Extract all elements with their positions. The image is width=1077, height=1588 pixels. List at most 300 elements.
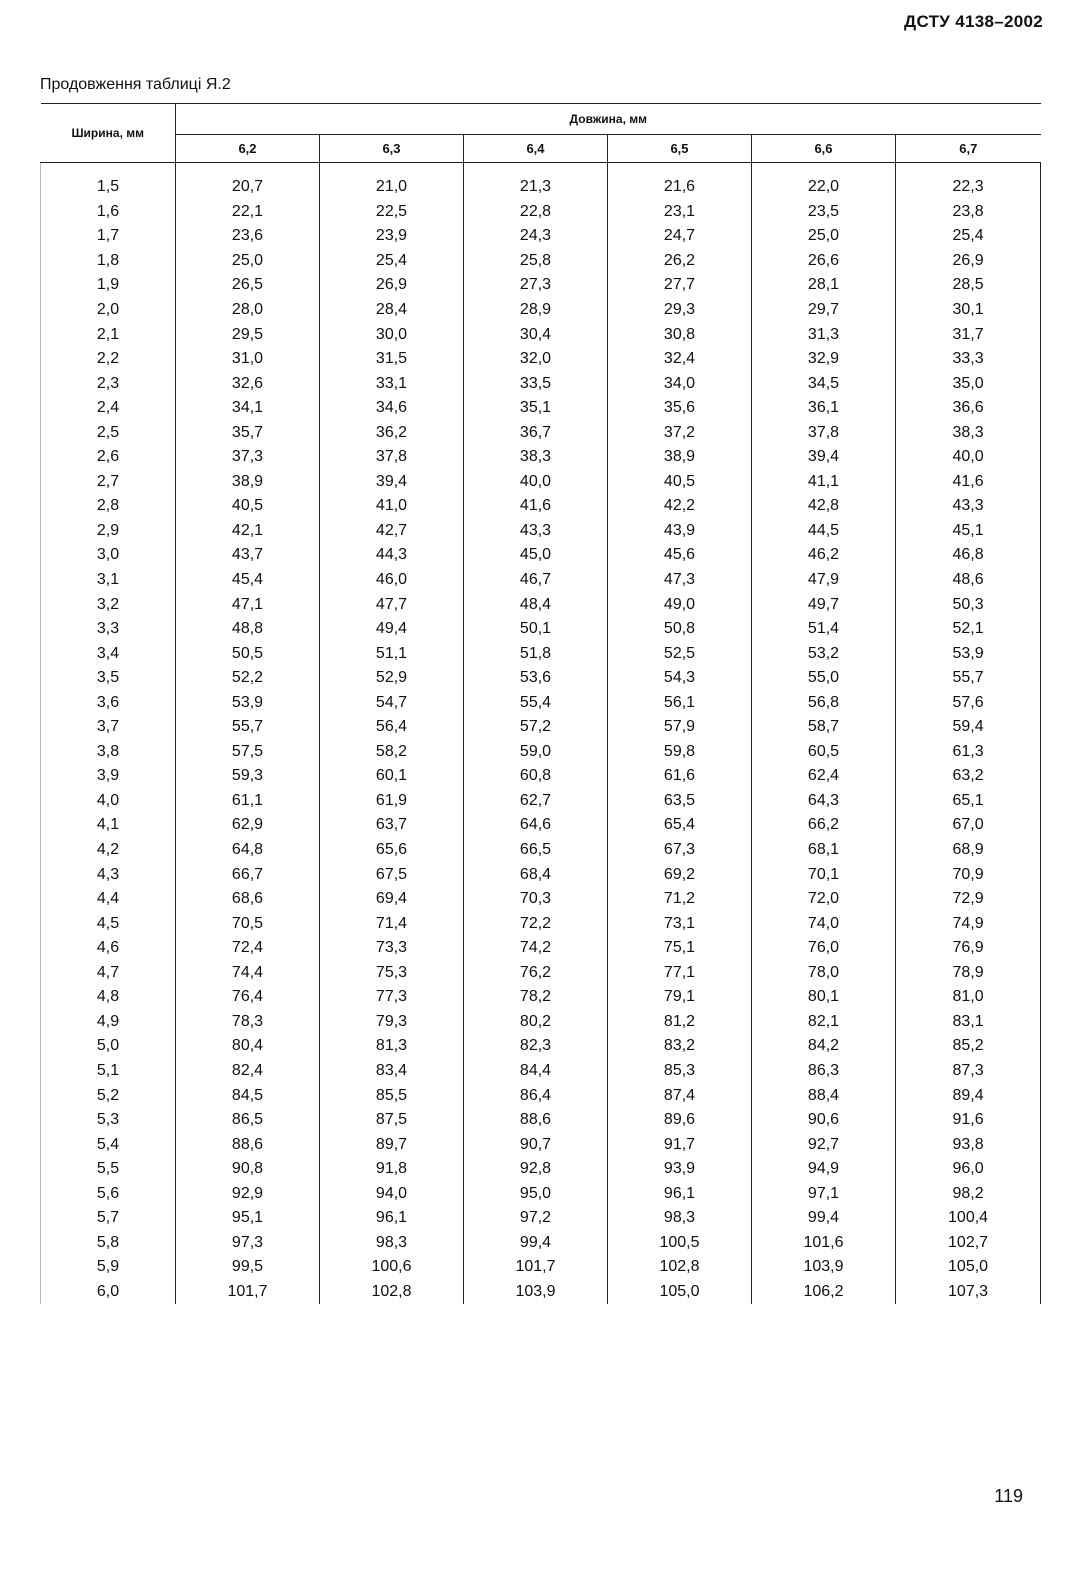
value-cell: 47,9 bbox=[752, 568, 896, 593]
value-cell: 91,6 bbox=[896, 1108, 1041, 1133]
value-cell: 82,3 bbox=[464, 1034, 608, 1059]
width-cell: 3,0 bbox=[41, 543, 176, 568]
value-cell: 59,3 bbox=[176, 764, 320, 789]
value-cell: 36,6 bbox=[896, 396, 1041, 421]
table-row bbox=[41, 347, 1041, 372]
value-cell: 100,4 bbox=[896, 1206, 1041, 1231]
width-cell: 4,2 bbox=[41, 838, 176, 863]
value-cell: 87,4 bbox=[608, 1083, 752, 1108]
value-cell: 41,0 bbox=[320, 494, 464, 519]
value-cell: 66,5 bbox=[464, 838, 608, 863]
value-cell: 106,2 bbox=[752, 1280, 896, 1305]
value-cell: 96,1 bbox=[320, 1206, 464, 1231]
value-cell: 23,8 bbox=[896, 200, 1041, 225]
value-cell: 76,2 bbox=[464, 961, 608, 986]
value-cell: 65,6 bbox=[320, 838, 464, 863]
value-cell: 45,0 bbox=[464, 543, 608, 568]
value-cell: 40,0 bbox=[896, 445, 1041, 470]
value-cell: 80,1 bbox=[752, 985, 896, 1010]
value-cell: 35,7 bbox=[176, 420, 320, 445]
value-cell: 44,5 bbox=[752, 519, 896, 544]
value-cell: 25,0 bbox=[176, 249, 320, 274]
value-cell: 75,1 bbox=[608, 936, 752, 961]
value-cell: 29,3 bbox=[608, 298, 752, 323]
value-cell: 38,3 bbox=[464, 445, 608, 470]
value-cell: 99,4 bbox=[464, 1231, 608, 1256]
table-row bbox=[41, 249, 1041, 274]
value-cell: 107,3 bbox=[896, 1280, 1041, 1305]
value-cell: 69,4 bbox=[320, 887, 464, 912]
value-cell: 32,6 bbox=[176, 371, 320, 396]
table-row bbox=[41, 1280, 1041, 1305]
value-cell: 37,2 bbox=[608, 420, 752, 445]
value-cell: 90,8 bbox=[176, 1157, 320, 1182]
table-header bbox=[41, 104, 1041, 163]
value-cell: 29,5 bbox=[176, 322, 320, 347]
value-cell: 55,0 bbox=[752, 666, 896, 691]
value-cell: 59,8 bbox=[608, 740, 752, 765]
value-cell: 73,3 bbox=[320, 936, 464, 961]
value-cell: 37,3 bbox=[176, 445, 320, 470]
value-cell: 31,0 bbox=[176, 347, 320, 372]
value-cell: 50,8 bbox=[608, 617, 752, 642]
value-cell: 102,8 bbox=[608, 1255, 752, 1280]
table-row bbox=[41, 838, 1041, 863]
value-cell: 70,1 bbox=[752, 862, 896, 887]
value-cell: 26,2 bbox=[608, 249, 752, 274]
value-cell: 97,1 bbox=[752, 1181, 896, 1206]
value-cell: 43,7 bbox=[176, 543, 320, 568]
value-cell: 101,7 bbox=[464, 1255, 608, 1280]
table-row bbox=[41, 666, 1041, 691]
value-cell: 34,5 bbox=[752, 371, 896, 396]
value-cell: 58,2 bbox=[320, 740, 464, 765]
table-row bbox=[41, 224, 1041, 249]
value-cell: 62,7 bbox=[464, 789, 608, 814]
value-cell: 49,0 bbox=[608, 592, 752, 617]
width-cell: 2,0 bbox=[41, 298, 176, 323]
value-cell: 37,8 bbox=[320, 445, 464, 470]
value-cell: 69,2 bbox=[608, 862, 752, 887]
value-cell: 27,3 bbox=[464, 273, 608, 298]
value-cell: 80,4 bbox=[176, 1034, 320, 1059]
table-row bbox=[41, 1010, 1041, 1035]
value-cell: 28,9 bbox=[464, 298, 608, 323]
value-cell: 39,4 bbox=[752, 445, 896, 470]
page-number: 119 bbox=[994, 1486, 1023, 1506]
value-cell: 89,6 bbox=[608, 1108, 752, 1133]
width-cell: 1,5 bbox=[41, 163, 176, 200]
width-cell: 3,6 bbox=[41, 690, 176, 715]
value-cell: 87,3 bbox=[896, 1059, 1041, 1084]
width-cell: 4,5 bbox=[41, 911, 176, 936]
value-cell: 84,5 bbox=[176, 1083, 320, 1108]
value-cell: 42,2 bbox=[608, 494, 752, 519]
table-row bbox=[41, 371, 1041, 396]
table-row bbox=[41, 961, 1041, 986]
value-cell: 92,7 bbox=[752, 1132, 896, 1157]
value-cell: 66,7 bbox=[176, 862, 320, 887]
value-cell: 36,1 bbox=[752, 396, 896, 421]
value-cell: 63,2 bbox=[896, 764, 1041, 789]
width-cell: 1,6 bbox=[41, 200, 176, 225]
value-cell: 52,1 bbox=[896, 617, 1041, 642]
value-cell: 96,1 bbox=[608, 1181, 752, 1206]
length-group-header: Довжина, мм bbox=[176, 104, 1041, 135]
value-cell: 25,8 bbox=[464, 249, 608, 274]
value-cell: 81,3 bbox=[320, 1034, 464, 1059]
width-cell: 3,4 bbox=[41, 641, 176, 666]
value-cell: 34,1 bbox=[176, 396, 320, 421]
value-cell: 67,3 bbox=[608, 838, 752, 863]
value-cell: 66,2 bbox=[752, 813, 896, 838]
value-cell: 57,5 bbox=[176, 740, 320, 765]
table-row bbox=[41, 813, 1041, 838]
value-cell: 85,2 bbox=[896, 1034, 1041, 1059]
value-cell: 22,0 bbox=[752, 163, 896, 200]
value-cell: 53,9 bbox=[896, 641, 1041, 666]
value-cell: 31,5 bbox=[320, 347, 464, 372]
value-cell: 28,1 bbox=[752, 273, 896, 298]
width-cell: 4,9 bbox=[41, 1010, 176, 1035]
value-cell: 74,2 bbox=[464, 936, 608, 961]
value-cell: 70,9 bbox=[896, 862, 1041, 887]
value-cell: 49,7 bbox=[752, 592, 896, 617]
value-cell: 43,3 bbox=[896, 494, 1041, 519]
value-cell: 42,8 bbox=[752, 494, 896, 519]
value-cell: 43,9 bbox=[608, 519, 752, 544]
value-cell: 55,7 bbox=[896, 666, 1041, 691]
length-column-header: 6,3 bbox=[320, 135, 464, 163]
value-cell: 83,4 bbox=[320, 1059, 464, 1084]
value-cell: 28,0 bbox=[176, 298, 320, 323]
value-cell: 35,6 bbox=[608, 396, 752, 421]
value-cell: 35,0 bbox=[896, 371, 1041, 396]
width-cell: 2,3 bbox=[41, 371, 176, 396]
value-cell: 78,0 bbox=[752, 961, 896, 986]
value-cell: 22,3 bbox=[896, 163, 1041, 200]
value-cell: 52,2 bbox=[176, 666, 320, 691]
table-row bbox=[41, 641, 1041, 666]
value-cell: 54,3 bbox=[608, 666, 752, 691]
value-cell: 56,4 bbox=[320, 715, 464, 740]
value-cell: 101,6 bbox=[752, 1231, 896, 1256]
width-cell: 2,1 bbox=[41, 322, 176, 347]
value-cell: 26,5 bbox=[176, 273, 320, 298]
value-cell: 26,9 bbox=[320, 273, 464, 298]
value-cell: 92,8 bbox=[464, 1157, 608, 1182]
value-cell: 31,3 bbox=[752, 322, 896, 347]
length-column-header: 6,7 bbox=[896, 135, 1041, 163]
table-row bbox=[41, 1059, 1041, 1084]
value-cell: 99,4 bbox=[752, 1206, 896, 1231]
value-cell: 26,9 bbox=[896, 249, 1041, 274]
value-cell: 25,4 bbox=[896, 224, 1041, 249]
length-column-header: 6,5 bbox=[608, 135, 752, 163]
width-cell: 3,1 bbox=[41, 568, 176, 593]
width-cell: 4,3 bbox=[41, 862, 176, 887]
document-code: ДСТУ 4138–2002 bbox=[904, 12, 1043, 31]
table-row bbox=[41, 985, 1041, 1010]
width-cell: 2,4 bbox=[41, 396, 176, 421]
value-cell: 67,5 bbox=[320, 862, 464, 887]
value-cell: 68,1 bbox=[752, 838, 896, 863]
table-row bbox=[41, 568, 1041, 593]
value-cell: 22,8 bbox=[464, 200, 608, 225]
value-cell: 25,0 bbox=[752, 224, 896, 249]
value-cell: 46,2 bbox=[752, 543, 896, 568]
width-cell: 3,8 bbox=[41, 740, 176, 765]
value-cell: 82,1 bbox=[752, 1010, 896, 1035]
value-cell: 80,2 bbox=[464, 1010, 608, 1035]
value-cell: 62,4 bbox=[752, 764, 896, 789]
value-cell: 83,2 bbox=[608, 1034, 752, 1059]
table-row bbox=[41, 1034, 1041, 1059]
value-cell: 33,5 bbox=[464, 371, 608, 396]
value-cell: 95,0 bbox=[464, 1181, 608, 1206]
value-cell: 36,7 bbox=[464, 420, 608, 445]
value-cell: 20,7 bbox=[176, 163, 320, 200]
value-cell: 78,9 bbox=[896, 961, 1041, 986]
value-cell: 32,0 bbox=[464, 347, 608, 372]
value-cell: 98,2 bbox=[896, 1181, 1041, 1206]
value-cell: 84,2 bbox=[752, 1034, 896, 1059]
value-cell: 48,4 bbox=[464, 592, 608, 617]
value-cell: 23,1 bbox=[608, 200, 752, 225]
value-cell: 49,4 bbox=[320, 617, 464, 642]
value-cell: 25,4 bbox=[320, 249, 464, 274]
value-cell: 30,1 bbox=[896, 298, 1041, 323]
value-cell: 71,2 bbox=[608, 887, 752, 912]
value-cell: 47,3 bbox=[608, 568, 752, 593]
value-cell: 44,3 bbox=[320, 543, 464, 568]
width-cell: 2,2 bbox=[41, 347, 176, 372]
value-cell: 57,2 bbox=[464, 715, 608, 740]
width-cell: 3,2 bbox=[41, 592, 176, 617]
value-cell: 46,8 bbox=[896, 543, 1041, 568]
table-row bbox=[41, 420, 1041, 445]
width-cell: 4,0 bbox=[41, 789, 176, 814]
value-cell: 81,2 bbox=[608, 1010, 752, 1035]
header-row-top bbox=[41, 104, 1041, 135]
value-cell: 24,3 bbox=[464, 224, 608, 249]
table-row bbox=[41, 163, 1041, 200]
value-cell: 85,3 bbox=[608, 1059, 752, 1084]
value-cell: 102,7 bbox=[896, 1231, 1041, 1256]
value-cell: 105,0 bbox=[896, 1255, 1041, 1280]
value-cell: 36,2 bbox=[320, 420, 464, 445]
value-cell: 61,6 bbox=[608, 764, 752, 789]
width-cell: 5,5 bbox=[41, 1157, 176, 1182]
value-cell: 91,8 bbox=[320, 1157, 464, 1182]
value-cell: 91,7 bbox=[608, 1132, 752, 1157]
value-cell: 53,6 bbox=[464, 666, 608, 691]
value-cell: 23,9 bbox=[320, 224, 464, 249]
value-cell: 97,2 bbox=[464, 1206, 608, 1231]
value-cell: 52,5 bbox=[608, 641, 752, 666]
width-cell: 5,7 bbox=[41, 1206, 176, 1231]
width-column-header: Ширина, мм bbox=[41, 104, 176, 163]
value-cell: 40,5 bbox=[608, 470, 752, 495]
table-row bbox=[41, 543, 1041, 568]
value-cell: 60,5 bbox=[752, 740, 896, 765]
value-cell: 38,9 bbox=[608, 445, 752, 470]
length-column-header: 6,6 bbox=[752, 135, 896, 163]
value-cell: 64,6 bbox=[464, 813, 608, 838]
value-cell: 64,3 bbox=[752, 789, 896, 814]
value-cell: 99,5 bbox=[176, 1255, 320, 1280]
table-row bbox=[41, 740, 1041, 765]
value-cell: 68,9 bbox=[896, 838, 1041, 863]
value-cell: 32,4 bbox=[608, 347, 752, 372]
value-cell: 87,5 bbox=[320, 1108, 464, 1133]
table-row bbox=[41, 764, 1041, 789]
width-cell: 5,8 bbox=[41, 1231, 176, 1256]
value-cell: 52,9 bbox=[320, 666, 464, 691]
value-cell: 93,8 bbox=[896, 1132, 1041, 1157]
value-cell: 86,4 bbox=[464, 1083, 608, 1108]
value-cell: 60,1 bbox=[320, 764, 464, 789]
value-cell: 83,1 bbox=[896, 1010, 1041, 1035]
value-cell: 88,4 bbox=[752, 1083, 896, 1108]
value-cell: 58,7 bbox=[752, 715, 896, 740]
table-row bbox=[41, 1206, 1041, 1231]
value-cell: 55,4 bbox=[464, 690, 608, 715]
table-row bbox=[41, 862, 1041, 887]
value-cell: 88,6 bbox=[464, 1108, 608, 1133]
value-cell: 43,3 bbox=[464, 519, 608, 544]
value-cell: 59,0 bbox=[464, 740, 608, 765]
value-cell: 75,3 bbox=[320, 961, 464, 986]
value-cell: 26,6 bbox=[752, 249, 896, 274]
value-cell: 23,6 bbox=[176, 224, 320, 249]
value-cell: 89,4 bbox=[896, 1083, 1041, 1108]
value-cell: 39,4 bbox=[320, 470, 464, 495]
value-cell: 68,4 bbox=[464, 862, 608, 887]
value-cell: 88,6 bbox=[176, 1132, 320, 1157]
width-cell: 5,0 bbox=[41, 1034, 176, 1059]
value-cell: 40,0 bbox=[464, 470, 608, 495]
width-cell: 5,1 bbox=[41, 1059, 176, 1084]
value-cell: 41,6 bbox=[896, 470, 1041, 495]
value-cell: 84,4 bbox=[464, 1059, 608, 1084]
value-cell: 46,0 bbox=[320, 568, 464, 593]
value-cell: 67,0 bbox=[896, 813, 1041, 838]
value-cell: 35,1 bbox=[464, 396, 608, 421]
value-cell: 28,5 bbox=[896, 273, 1041, 298]
value-cell: 78,3 bbox=[176, 1010, 320, 1035]
value-cell: 21,0 bbox=[320, 163, 464, 200]
value-cell: 30,4 bbox=[464, 322, 608, 347]
value-cell: 94,9 bbox=[752, 1157, 896, 1182]
value-cell: 55,7 bbox=[176, 715, 320, 740]
width-cell: 2,5 bbox=[41, 420, 176, 445]
value-cell: 64,8 bbox=[176, 838, 320, 863]
table-row bbox=[41, 298, 1041, 323]
table-row bbox=[41, 1181, 1041, 1206]
table-row bbox=[41, 470, 1041, 495]
value-cell: 53,9 bbox=[176, 690, 320, 715]
value-cell: 92,9 bbox=[176, 1181, 320, 1206]
length-column-header: 6,4 bbox=[464, 135, 608, 163]
table-row bbox=[41, 789, 1041, 814]
value-cell: 62,9 bbox=[176, 813, 320, 838]
value-cell: 78,2 bbox=[464, 985, 608, 1010]
value-cell: 81,0 bbox=[896, 985, 1041, 1010]
width-cell: 6,0 bbox=[41, 1280, 176, 1305]
value-cell: 74,9 bbox=[896, 911, 1041, 936]
value-cell: 59,4 bbox=[896, 715, 1041, 740]
width-cell: 4,4 bbox=[41, 887, 176, 912]
value-cell: 48,6 bbox=[896, 568, 1041, 593]
value-cell: 96,0 bbox=[896, 1157, 1041, 1182]
table-row bbox=[41, 519, 1041, 544]
value-cell: 77,3 bbox=[320, 985, 464, 1010]
value-cell: 76,4 bbox=[176, 985, 320, 1010]
value-cell: 95,1 bbox=[176, 1206, 320, 1231]
value-cell: 76,9 bbox=[896, 936, 1041, 961]
value-cell: 98,3 bbox=[320, 1231, 464, 1256]
value-cell: 89,7 bbox=[320, 1132, 464, 1157]
width-cell: 3,3 bbox=[41, 617, 176, 642]
value-cell: 47,1 bbox=[176, 592, 320, 617]
value-cell: 90,7 bbox=[464, 1132, 608, 1157]
value-cell: 56,1 bbox=[608, 690, 752, 715]
value-cell: 30,0 bbox=[320, 322, 464, 347]
value-cell: 73,1 bbox=[608, 911, 752, 936]
table-row bbox=[41, 322, 1041, 347]
value-cell: 97,3 bbox=[176, 1231, 320, 1256]
width-cell: 4,7 bbox=[41, 961, 176, 986]
table-row bbox=[41, 1132, 1041, 1157]
value-cell: 76,0 bbox=[752, 936, 896, 961]
value-cell: 57,6 bbox=[896, 690, 1041, 715]
table-row bbox=[41, 445, 1041, 470]
value-cell: 63,5 bbox=[608, 789, 752, 814]
header-row-lengths bbox=[41, 135, 1041, 163]
value-cell: 23,5 bbox=[752, 200, 896, 225]
value-cell: 51,1 bbox=[320, 641, 464, 666]
value-cell: 102,8 bbox=[320, 1280, 464, 1305]
width-cell: 4,1 bbox=[41, 813, 176, 838]
value-cell: 90,6 bbox=[752, 1108, 896, 1133]
value-cell: 50,5 bbox=[176, 641, 320, 666]
value-cell: 51,8 bbox=[464, 641, 608, 666]
value-cell: 72,9 bbox=[896, 887, 1041, 912]
table-row bbox=[41, 887, 1041, 912]
value-cell: 51,4 bbox=[752, 617, 896, 642]
value-cell: 94,0 bbox=[320, 1181, 464, 1206]
value-cell: 100,5 bbox=[608, 1231, 752, 1256]
value-cell: 65,4 bbox=[608, 813, 752, 838]
value-cell: 45,6 bbox=[608, 543, 752, 568]
value-cell: 33,1 bbox=[320, 371, 464, 396]
value-cell: 42,1 bbox=[176, 519, 320, 544]
width-cell: 5,3 bbox=[41, 1108, 176, 1133]
value-cell: 100,6 bbox=[320, 1255, 464, 1280]
value-cell: 34,6 bbox=[320, 396, 464, 421]
width-cell: 3,7 bbox=[41, 715, 176, 740]
width-cell: 2,7 bbox=[41, 470, 176, 495]
value-cell: 79,3 bbox=[320, 1010, 464, 1035]
data-table bbox=[40, 103, 1041, 1304]
value-cell: 74,0 bbox=[752, 911, 896, 936]
width-cell: 2,8 bbox=[41, 494, 176, 519]
table-row bbox=[41, 911, 1041, 936]
value-cell: 68,6 bbox=[176, 887, 320, 912]
value-cell: 45,1 bbox=[896, 519, 1041, 544]
table-row bbox=[41, 1255, 1041, 1280]
